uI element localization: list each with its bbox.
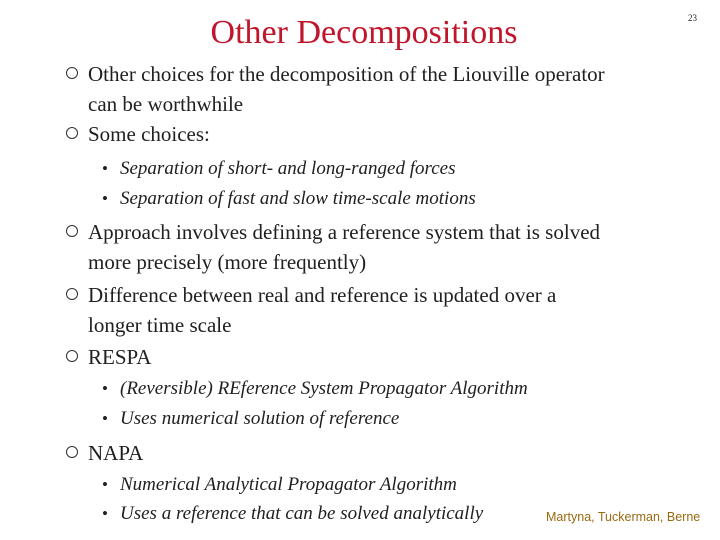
bullet-line: NAPA <box>88 441 144 465</box>
bullet-item <box>88 342 698 372</box>
sub-item <box>102 405 680 433</box>
sub-item <box>102 185 680 213</box>
filled-dot-icon: • <box>102 504 108 523</box>
sub-item-text: Separation of fast and slow time-scale motions <box>120 188 476 209</box>
sub-item <box>102 471 680 499</box>
bullet-line: Other choices for the decomposition of the Liouville operator <box>88 62 605 86</box>
bullet-line: Approach involves defining a reference system that is solved <box>88 220 601 244</box>
sub-item-text: Separation of short- and long-ranged forces <box>120 158 456 179</box>
filled-dot-icon: • <box>102 475 108 494</box>
sub-item-text: Numerical Analytical Propagator Algorithm <box>120 474 457 495</box>
sub-item-text: (Reversible) REference System Propagator Algorithm <box>120 378 528 399</box>
hollow-circle-icon <box>66 127 78 139</box>
sub-item-text: Uses numerical solution of reference <box>120 408 400 429</box>
bullet-line: RESPA <box>88 345 152 369</box>
slide-number: 23 <box>688 13 697 23</box>
filled-dot-icon: • <box>102 379 108 398</box>
filled-dot-icon: • <box>102 189 108 208</box>
filled-dot-icon: • <box>102 159 108 178</box>
bullet-line: Some choices: <box>88 122 210 146</box>
hollow-circle-icon <box>66 288 78 300</box>
hollow-circle-icon <box>66 446 78 458</box>
slide-title: Other Decompositions <box>210 14 518 51</box>
bullet-item <box>88 280 698 340</box>
sub-item-text: Uses a reference that can be solved analytically <box>120 503 484 524</box>
bullet-line: can be worthwhile <box>88 92 244 116</box>
bullet-item <box>88 59 698 119</box>
sub-item <box>102 155 680 183</box>
sub-item <box>102 375 680 403</box>
bullet-item <box>88 217 698 277</box>
bullet-line: more precisely (more frequently) <box>88 250 367 274</box>
hollow-circle-icon <box>66 225 78 237</box>
filled-dot-icon: • <box>102 409 108 428</box>
author-credit: Martyna, Tuckerman, Berne <box>546 510 701 524</box>
bullet-line: Difference between real and reference is updated over a <box>88 283 557 307</box>
hollow-circle-icon <box>66 67 78 79</box>
bullet-item <box>88 438 698 468</box>
bullet-line: longer time scale <box>88 313 232 337</box>
hollow-circle-icon <box>66 350 78 362</box>
bullet-item <box>88 119 698 149</box>
